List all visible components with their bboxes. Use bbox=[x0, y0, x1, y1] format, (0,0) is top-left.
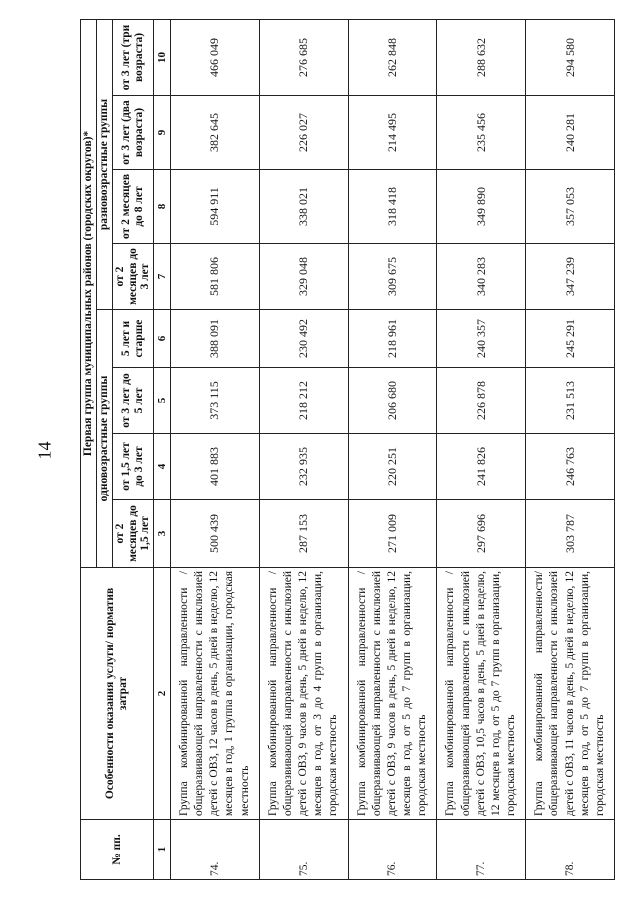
header-top-group: Первая группа муниципальных районов (городских округов)* bbox=[81, 19, 97, 567]
table-row bbox=[259, 19, 348, 879]
cell-value: 262 848 bbox=[348, 19, 437, 95]
cell-value: 214 495 bbox=[348, 96, 437, 170]
column-number: 7 bbox=[153, 244, 170, 310]
header-c8: от 2 месяцев до 8 лет bbox=[113, 170, 154, 244]
table-row bbox=[170, 19, 259, 879]
header-c5: от 3 лет до 5 лет bbox=[113, 368, 154, 434]
cell-value: 235 456 bbox=[437, 96, 526, 170]
cell-value: 218 212 bbox=[259, 368, 348, 434]
column-number: 5 bbox=[153, 368, 170, 434]
cost-norms-table bbox=[80, 19, 615, 880]
cell-value: 357 053 bbox=[526, 170, 615, 244]
cell-value: 347 239 bbox=[526, 244, 615, 310]
cell-value: 594 911 bbox=[170, 170, 259, 244]
cell-value: 466 049 bbox=[170, 19, 259, 95]
row-index: 74. bbox=[170, 820, 259, 880]
cell-value: 271 009 bbox=[348, 500, 437, 568]
cell-value: 276 685 bbox=[259, 19, 348, 95]
cell-value: 226 027 bbox=[259, 96, 348, 170]
header-desc: Особенности оказания услуги/ норматив затрат bbox=[81, 568, 154, 820]
row-description: Группа комбинированной направленности / общеразвивающей направленности с инклюзией детей с ОВЗ, 9 часов в день, 5 дней в неделю, 12 месяцев в год, от 3 до 4 групп в организации, городская местность bbox=[259, 568, 348, 820]
rotated-table-container bbox=[80, 20, 615, 880]
column-number: 1 bbox=[153, 820, 170, 880]
cell-value: 288 632 bbox=[437, 19, 526, 95]
cell-value: 241 826 bbox=[437, 434, 526, 500]
column-number: 3 bbox=[153, 500, 170, 568]
cell-value: 226 878 bbox=[437, 368, 526, 434]
header-c9: от 3 лет (два возраста) bbox=[113, 96, 154, 170]
header-c6: 5 лет и старше bbox=[113, 310, 154, 368]
table-row bbox=[526, 19, 615, 879]
row-description: Группа комбинированной направленности / общеразвивающей направленности с инклюзией детей с ОВЗ, 10,5 часов в день, 5 дней в неделю, 12 месяцев в год, от 5 до 7 групп в организации, городская местность bbox=[437, 568, 526, 820]
cell-value: 388 091 bbox=[170, 310, 259, 368]
cell-value: 373 115 bbox=[170, 368, 259, 434]
cell-value: 231 513 bbox=[526, 368, 615, 434]
cell-value: 382 645 bbox=[170, 96, 259, 170]
column-number: 4 bbox=[153, 434, 170, 500]
column-number: 6 bbox=[153, 310, 170, 368]
header-c4: от 1,5 лет до 3 лет bbox=[113, 434, 154, 500]
row-description: Группа комбинированной направленности / общеразвивающей направленности с инклюзией детей с ОВЗ, 12 часов в день, 5 дней в неделю, 12 месяцев в год, 1 группа в организации, городская местность bbox=[170, 568, 259, 820]
column-number: 2 bbox=[153, 568, 170, 820]
cell-value: 309 675 bbox=[348, 244, 437, 310]
cell-value: 329 048 bbox=[259, 244, 348, 310]
cell-value: 240 357 bbox=[437, 310, 526, 368]
table-row bbox=[348, 19, 437, 879]
cell-value: 206 680 bbox=[348, 368, 437, 434]
header-c7: от 2 месяцев до 3 лет bbox=[113, 244, 154, 310]
header-num: № пп. bbox=[81, 820, 154, 880]
table-row bbox=[437, 19, 526, 879]
row-description: Группа комбинированной направленности / общеразвивающей направленности с инклюзией детей с ОВЗ, 9 часов в день, 5 дней в неделю, 12 месяцев в год, от 5 до 7 групп в организации, городская местность bbox=[348, 568, 437, 820]
column-number: 9 bbox=[153, 96, 170, 170]
row-index: 78. bbox=[526, 820, 615, 880]
cell-value: 218 961 bbox=[348, 310, 437, 368]
cell-value: 240 281 bbox=[526, 96, 615, 170]
cell-value: 318 418 bbox=[348, 170, 437, 244]
cell-value: 500 439 bbox=[170, 500, 259, 568]
cell-value: 349 890 bbox=[437, 170, 526, 244]
cell-value: 232 935 bbox=[259, 434, 348, 500]
page-number: 14 bbox=[34, 441, 55, 460]
cell-value: 340 283 bbox=[437, 244, 526, 310]
header-c10: от 3 лет (три возраста) bbox=[113, 19, 154, 95]
column-number-row bbox=[153, 19, 170, 879]
cell-value: 401 883 bbox=[170, 434, 259, 500]
cell-value: 294 580 bbox=[526, 19, 615, 95]
cell-value: 230 492 bbox=[259, 310, 348, 368]
cell-value: 287 153 bbox=[259, 500, 348, 568]
cell-value: 581 806 bbox=[170, 244, 259, 310]
cell-value: 297 696 bbox=[437, 500, 526, 568]
row-index: 77. bbox=[437, 820, 526, 880]
row-index: 76. bbox=[348, 820, 437, 880]
cell-value: 338 021 bbox=[259, 170, 348, 244]
column-number: 10 bbox=[153, 19, 170, 95]
header-c3: от 2 месяцев до 1,5 лет bbox=[113, 500, 154, 568]
cell-value: 245 291 bbox=[526, 310, 615, 368]
header-same-age: одновозрастные группы bbox=[97, 310, 113, 568]
row-index: 75. bbox=[259, 820, 348, 880]
cell-value: 220 251 bbox=[348, 434, 437, 500]
cell-value: 303 787 bbox=[526, 500, 615, 568]
cell-value: 246 763 bbox=[526, 434, 615, 500]
row-description: Группа комбинированной направленности/ общеразвивающей направленности с инклюзией детей с ОВЗ, 11 часов в день, 5 дней в неделю, 12 месяцев в год, от 5 до 7 групп в организации, городская местность bbox=[526, 568, 615, 820]
header-mixed-age: разновозрастные группы bbox=[97, 19, 113, 309]
column-number: 8 bbox=[153, 170, 170, 244]
